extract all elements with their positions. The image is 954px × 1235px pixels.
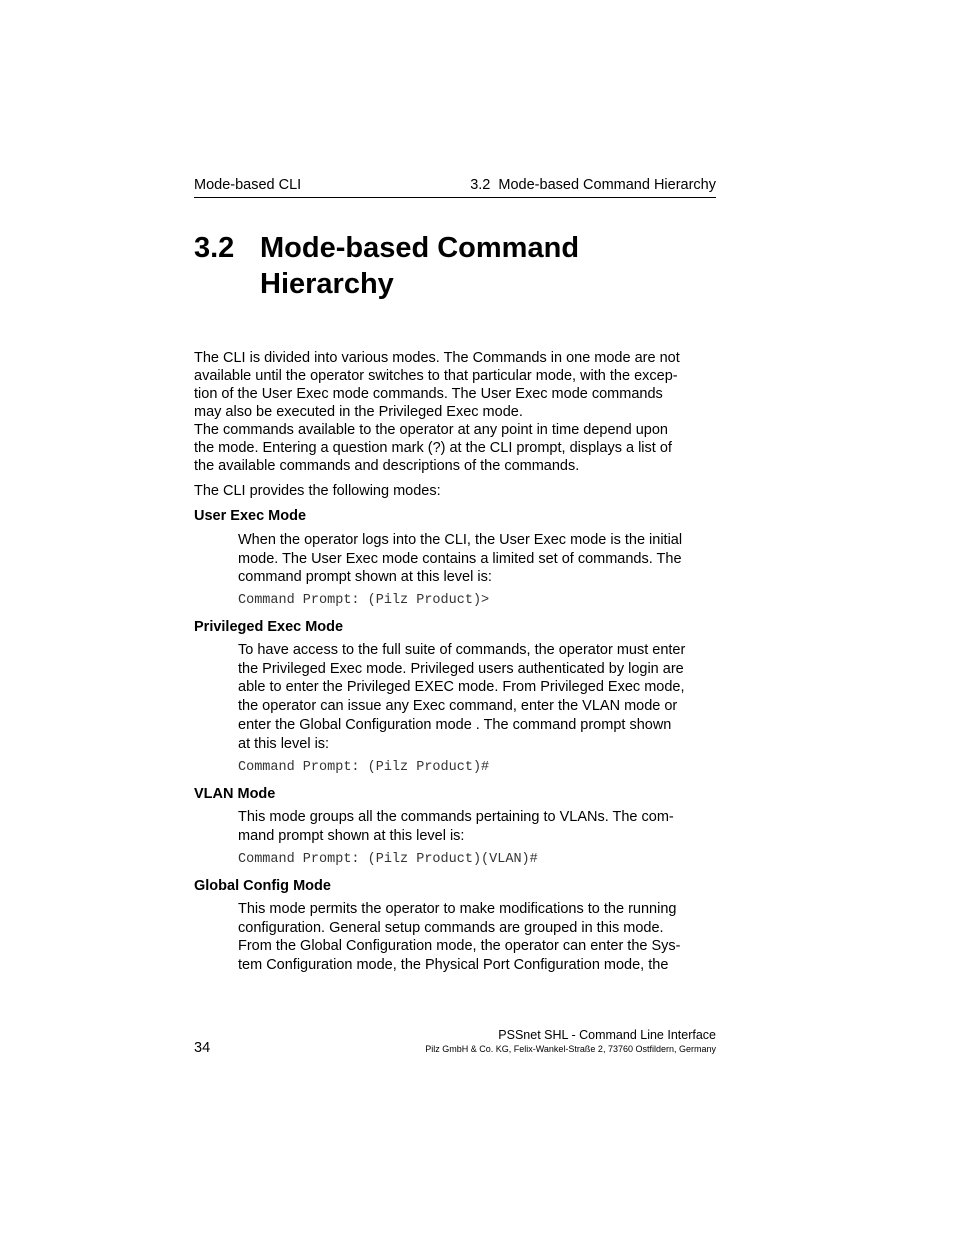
global-config-description [238,900,716,975]
intro-paragraph [194,349,716,475]
document-page [194,0,716,1235]
user-exec-prompt: Command Prompt: (Pilz Product)> [238,593,490,608]
privileged-exec-description [238,641,716,753]
intro-line: may also be executed in the Privileged Exec mode. [194,404,523,420]
section-title-line-1: Mode-based Command [260,232,580,264]
global-config-line: configuration. General setup commands are grouped in this mode. [238,919,664,936]
intro-line: The CLI is divided into various modes. The Commands in one mode are not [194,350,680,366]
section-number: 3.2 [194,232,235,264]
intro-line: available until the operator switches to that particular mode, with the excep- [194,368,678,384]
intro-line: The commands available to the operator at any point in time depend upon [194,422,668,438]
privileged-exec-line: at this level is: [238,735,330,752]
page-number: 34 [194,1040,211,1056]
footer-document-title: PSSnet SHL - Command Line Interface [498,1028,716,1042]
privileged-exec-line: the Privileged Exec mode. Privileged users authenticated by login are [238,660,684,677]
running-header [194,176,716,198]
vlan-mode-title: VLAN Mode [194,786,276,802]
user-exec-description [238,531,716,587]
vlan-line: This mode groups all the commands pertaining to VLANs. The com- [238,809,674,825]
user-exec-line: command prompt shown at this level is: [238,569,492,586]
privileged-exec-line: enter the Global Configuration mode . The command prompt shown [238,716,672,733]
intro-line: the available commands and descriptions of the commands. [194,458,580,474]
privileged-exec-line: To have access to the full suite of commands, the operator must enter [238,642,686,658]
user-exec-mode-title: User Exec Mode [194,508,307,524]
user-exec-line: mode. The User Exec mode contains a limited set of commands. The [238,550,682,567]
global-config-line: From the Global Configuration mode, the operator can enter the Sys- [238,938,681,955]
footer-company-address: Pilz GmbH & Co. KG, Felix-Wankel-Straße 2, 73760 Ostfildern, Germany [425,1044,716,1054]
header-chapter: Mode-based CLI [194,177,302,193]
privileged-exec-mode-title: Privileged Exec Mode [194,619,344,635]
user-exec-line: When the operator logs into the CLI, the User Exec mode is the initial [238,532,683,548]
privileged-exec-line: the operator can issue any Exec command, enter the VLAN mode or [238,698,678,715]
intro-line: the mode. Entering a question mark (?) at the CLI prompt, displays a list of [194,440,672,456]
vlan-line: mand prompt shown at this level is: [238,827,465,844]
privileged-exec-line: able to enter the Privileged EXEC mode. From Privileged Exec mode, [238,679,685,696]
header-section: 3.2 Mode-based Command Hierarchy [470,177,716,193]
section-title-line-2: Hierarchy [260,268,394,300]
privileged-exec-prompt: Command Prompt: (Pilz Product)# [238,760,490,775]
global-config-line: tem Configuration mode, the Physical Port Configuration mode, the [238,957,669,974]
global-config-line: This mode permits the operator to make modifications to the running [238,901,677,917]
global-config-mode-title: Global Config Mode [194,878,331,894]
section-title [260,230,700,302]
modes-intro: The CLI provides the following modes: [194,483,441,499]
vlan-description [238,808,716,845]
intro-line: tion of the User Exec mode commands. The User Exec mode commands [194,386,663,402]
vlan-prompt: Command Prompt: (Pilz Product)(VLAN)# [238,852,538,867]
